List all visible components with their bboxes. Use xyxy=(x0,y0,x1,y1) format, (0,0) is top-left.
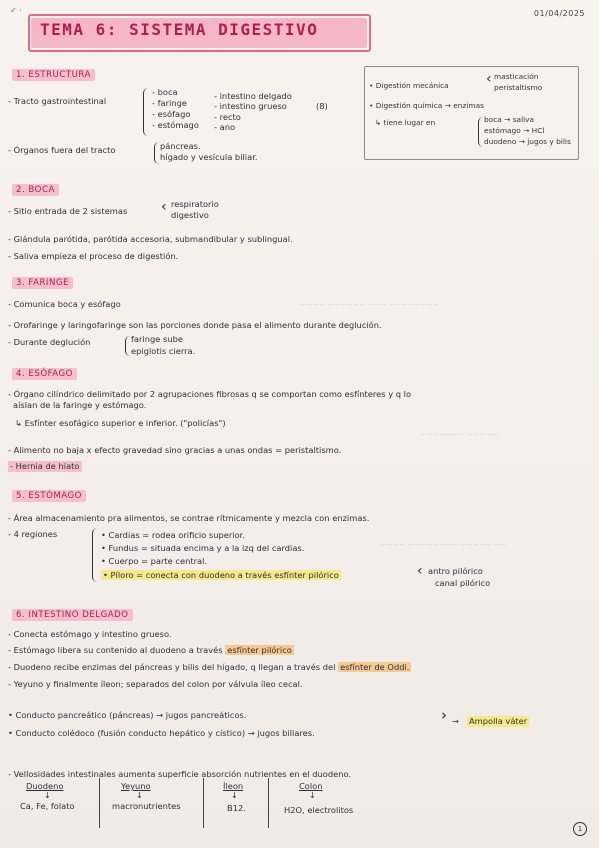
intestino-line xyxy=(8,645,294,656)
lugar-option: duodeno → jugos y bilis xyxy=(484,137,571,146)
section-header-faringe: 3. FARINGE xyxy=(12,277,73,289)
tiene-lugar: ↳ tiene lugar en xyxy=(375,118,436,127)
organ-item: - ano xyxy=(214,122,236,132)
arrow-icon: → xyxy=(452,716,459,726)
table-val-ileon: B12. xyxy=(227,803,246,813)
lugar-option: estómago → HCl xyxy=(484,126,545,135)
section-header-intestino-delgado: 6. INTESTINO DELGADO xyxy=(12,609,133,621)
fuera-item: páncreas. xyxy=(160,141,201,151)
boca-line: - Sitio entrada de 2 sistemas xyxy=(8,206,128,216)
faringe-option: epiglotis cierra. xyxy=(131,346,196,356)
table-val-yeyuno: macronutrientes xyxy=(112,801,181,811)
check-mark: ✓ · xyxy=(10,6,22,15)
down-arrow-icon: ↓ xyxy=(231,790,238,800)
table-head-duodeno: Duodeno xyxy=(26,781,64,791)
organ-item: - recto xyxy=(214,112,241,122)
table-val-duodeno: Ca, Fe, folato xyxy=(20,801,75,811)
piloro-text: • Píloro = conecta con duodeno a través esfínter pilórico xyxy=(103,570,339,580)
tracto-label: - Tracto gastrointestinal xyxy=(8,96,107,106)
table-divider xyxy=(99,778,100,828)
stomach-region: • Fundus = situada encima y a la izq del cardias. xyxy=(101,543,305,553)
down-arrow-icon: ↓ xyxy=(309,790,316,800)
brace xyxy=(92,528,98,582)
page-number: 1 xyxy=(573,822,587,836)
organ-item: - faringe xyxy=(152,98,187,108)
page-title: TEMA 6: SISTEMA DIGESTIVO xyxy=(40,20,319,39)
esfinter-oddi-highlight: esfínter de Oddi. xyxy=(340,662,410,672)
piloro-option: canal pilórico xyxy=(435,578,491,588)
boca-option: digestivo xyxy=(171,210,209,220)
section-header-estomago: 5. ESTÓMAGO xyxy=(12,490,86,502)
ampolla-vater-highlight: Ampolla váter xyxy=(469,716,528,726)
faringe-line: - Comunica boca y esófago xyxy=(8,299,121,309)
digestion-mecanica: • Digestión mecánica xyxy=(369,81,449,90)
estomago-line: - Área almacenamiento pra alimentos, se contrae rítmicamente y mezcla con enzimas. xyxy=(8,513,370,523)
stomach-region: • Cardias = rodea orificio superior. xyxy=(101,530,245,540)
esofago-line: aíslan de la faringe y estómago. xyxy=(13,400,147,410)
mecanica-option: peristaltismo xyxy=(494,83,543,92)
down-arrow-icon: ↓ xyxy=(136,790,143,800)
brace xyxy=(143,88,149,136)
table-divider xyxy=(203,778,204,828)
esofago-line: - Órgano cilíndrico delimitado por 2 agrupaciones fibrosas q se comportan como esfínteres y q lo xyxy=(8,389,412,399)
bleed-through-text: ~~~~ ~~~~~~~~ ~~~~~ ~~ xyxy=(380,540,507,549)
mecanica-option: masticación xyxy=(494,72,539,81)
table-head-yeyuno: Yeyuno xyxy=(121,781,151,791)
organ-item: - esófago xyxy=(152,109,191,119)
organ-count: (8) xyxy=(316,101,328,111)
section-header-esofago: 4. ESÓFAGO xyxy=(12,368,77,380)
esofago-line: - Alimento no baja x efecto gravedad sino gracias a unas ondas = peristaltismo. xyxy=(8,445,342,455)
lugar-option: boca → saliva xyxy=(484,115,535,124)
esofago-line: ↳ Esfínter esofágico superior e inferior. ("policías") xyxy=(15,418,226,428)
boca-line: - Glándula parótida, parótida accesoria, submandibular y sublingual. xyxy=(8,234,293,244)
intestino-line xyxy=(8,662,411,673)
organ-item: - intestino grueso xyxy=(214,101,287,111)
table-val-colon: H2O, electrolitos xyxy=(284,805,354,815)
date: 01/04/2025 xyxy=(533,9,585,18)
section-header-boca: 2. BOCA xyxy=(12,184,59,196)
brace xyxy=(125,336,130,356)
less-than-bracket: ‹ xyxy=(486,71,492,87)
greater-than-bracket: › xyxy=(441,706,447,724)
boca-line: - Saliva empieza el proceso de digestión. xyxy=(8,251,179,261)
intestino-line-text: - Estómago libera su contenido al duodeno a través xyxy=(8,645,223,655)
down-arrow-icon: ↓ xyxy=(44,790,51,800)
fuera-label: - Órganos fuera del tracto xyxy=(8,145,116,155)
bleed-through-text: ~~~~~~~ ~~~~~ xyxy=(420,430,498,439)
table-head-colon: Colon xyxy=(299,781,323,791)
organ-item: - boca xyxy=(152,87,178,97)
fuera-item: hígado y vesícula biliar. xyxy=(160,152,258,162)
less-than-bracket: ‹ xyxy=(417,563,423,579)
conducto-pancreatico: • Conducto pancreático (páncreas) → jugos pancreáticos. xyxy=(8,710,247,720)
table-divider xyxy=(268,778,269,828)
estomago-line: - 4 regiones xyxy=(8,529,58,539)
intestino-line: - Conecta estómago y intestino grueso. xyxy=(8,629,172,639)
hernia-hiato-highlight: - Hernia de hiato xyxy=(10,461,80,471)
organ-item: - estómago xyxy=(152,120,199,130)
digestion-quimica: • Digestión química → enzimas xyxy=(369,101,484,110)
intestino-line-text: - Duodeno recibe enzimas del páncreas y bilis del hígado, q llegan a través del xyxy=(8,662,336,672)
conducto-coledoco: • Conducto colédoco (fusión conducto hepático y cístico) → jugos biliares. xyxy=(8,728,315,738)
table-head-ileon: Íleon xyxy=(223,781,244,791)
organ-item: - intestino delgado xyxy=(214,91,292,101)
bleed-through-text: ~~~~ ~~~~~~ ~~~ ~~~~~~~~ xyxy=(300,300,440,309)
intestino-line: - Vellosidades intestinales aumenta superficie absorción nutrientes en el duodeno. xyxy=(8,769,352,779)
faringe-line: - Orofaringe y laringofaringe son las porciones donde pasa el alimento durante deglución. xyxy=(8,320,382,330)
piloro-option: antro pilórico xyxy=(428,566,483,576)
brace xyxy=(478,117,483,147)
stomach-region-piloro xyxy=(101,570,341,581)
stomach-region: • Cuerpo = parte central. xyxy=(101,556,208,566)
faringe-option: faringe sube xyxy=(131,334,183,344)
brace xyxy=(154,142,159,164)
section-header-estructura: 1. ESTRUCTURA xyxy=(12,69,95,81)
faringe-line: - Durante deglución xyxy=(8,337,91,347)
boca-option: respiratorio xyxy=(171,199,219,209)
less-than-bracket: ‹ xyxy=(161,199,167,215)
esfinter-pilorico-highlight: esfínter pilórico xyxy=(227,645,292,655)
intestino-line: - Yeyuno y finalmente íleon; separados del colon por válvula íleo cecal. xyxy=(8,679,303,689)
